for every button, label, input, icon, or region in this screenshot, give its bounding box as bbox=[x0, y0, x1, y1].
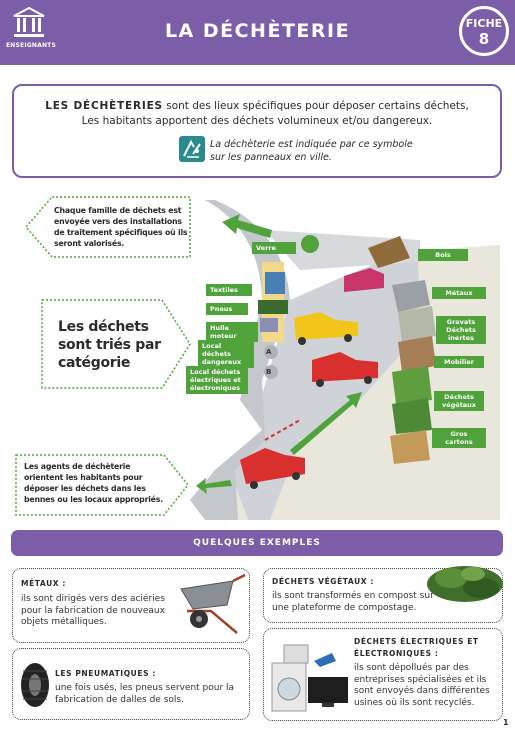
fiche-badge bbox=[459, 6, 509, 56]
label-local-electriques: Local déchets électriques et électroniques bbox=[186, 366, 248, 394]
example-elec-title-line-1: DÉCHETS ÉLECTRIQUES ET bbox=[354, 637, 479, 646]
label-local-dangereux: Local déchets dangereux bbox=[198, 340, 254, 368]
example-metaux-text: ils sont dirigés vers des aciéries pour la fabrication de nouveaux objets métalliques. bbox=[21, 594, 165, 627]
label-bois: Bois bbox=[418, 249, 468, 261]
callout-tri bbox=[40, 298, 192, 390]
label-pneus: Pneus bbox=[206, 303, 248, 315]
wheelbarrow-icon bbox=[177, 571, 247, 637]
section-quelques-exemples: QUELQUES EXEMPLES bbox=[11, 530, 503, 556]
marker-b: B bbox=[266, 368, 272, 376]
example-vegetaux-text: ils sont transformés en compost sur une plateforme de compostage. bbox=[272, 591, 434, 613]
intro-box bbox=[12, 84, 502, 178]
foliage-icon bbox=[425, 560, 507, 610]
label-mobilier: Mobilier bbox=[434, 356, 484, 368]
fiche-label: FICHE bbox=[465, 17, 503, 30]
symbol-caption bbox=[210, 138, 413, 164]
example-metaux bbox=[12, 568, 250, 643]
callout-agents bbox=[14, 453, 190, 517]
example-elec-title-line-2: ÉLECTRONIQUES : bbox=[354, 649, 439, 658]
appliances-icon bbox=[270, 643, 352, 717]
callout-traitement bbox=[24, 195, 192, 259]
fiche-number: 8 bbox=[478, 30, 490, 48]
example-elec-text: ils sont dépollués par des entreprises spécialisées et ils sont envoyés dans différentes usines où ils sont recyclés. bbox=[354, 663, 490, 708]
decheterie-symbol-icon bbox=[179, 136, 205, 162]
intro-line-1-rest: sont des lieux spécifiques pour déposer certains déchets, bbox=[162, 100, 469, 112]
intro-line-1 bbox=[14, 100, 500, 112]
example-electroniques bbox=[263, 628, 503, 721]
header-bar bbox=[0, 0, 515, 65]
callout-traitement-text: Chaque famille de déchets est envoyée vers des installations de traitement spécifiques où ils seront valorisés. bbox=[54, 206, 188, 248]
callout-agents-text: Les agents de déchèterie orientent les habitants pour déposer les déchets dans les bennes ou les locaux appropriés. bbox=[24, 462, 163, 504]
marker-a: A bbox=[266, 348, 272, 356]
label-huile-moteur: Huile moteur bbox=[206, 322, 258, 342]
page-number: 1 bbox=[503, 718, 509, 727]
callout-tri-text: Les déchets sont triés par catégorie bbox=[58, 319, 161, 371]
symbol-caption-line-1: La déchèterie est indiquée par ce symbole bbox=[210, 139, 413, 150]
symbol-caption-line-2: sur les panneaux en ville. bbox=[210, 152, 332, 163]
example-pneus-text: une fois usés, les pneus servent pour la fabrication de dalles de sols. bbox=[55, 683, 235, 705]
example-pneus-title: LES PNEUMATIQUES : bbox=[55, 669, 156, 678]
label-textiles: Textiles bbox=[206, 284, 252, 296]
label-gros-cartons: Gros cartons bbox=[432, 428, 486, 448]
intro-lead: LES DÉCHÈTERIES bbox=[45, 100, 163, 112]
label-verre: Verre bbox=[252, 242, 296, 254]
page-title: LA DÉCHÈTERIE bbox=[164, 20, 351, 42]
label-vegetaux: Déchets végétaux bbox=[434, 391, 484, 411]
label-gravats: Gravats Déchets inertes bbox=[436, 316, 486, 344]
example-vegetaux-title: DÉCHETS VÉGÉTAUX : bbox=[272, 577, 374, 586]
enseignants-label: ENSEIGNANTS bbox=[6, 42, 56, 49]
tire-icon bbox=[19, 661, 51, 709]
intro-line-2: Les habitants apportent des déchets volumineux et/ou dangereux. bbox=[81, 115, 433, 127]
label-metaux: Métaux bbox=[432, 287, 486, 299]
example-metaux-title: MÉTAUX : bbox=[21, 579, 66, 588]
example-pneumatiques bbox=[12, 648, 250, 720]
